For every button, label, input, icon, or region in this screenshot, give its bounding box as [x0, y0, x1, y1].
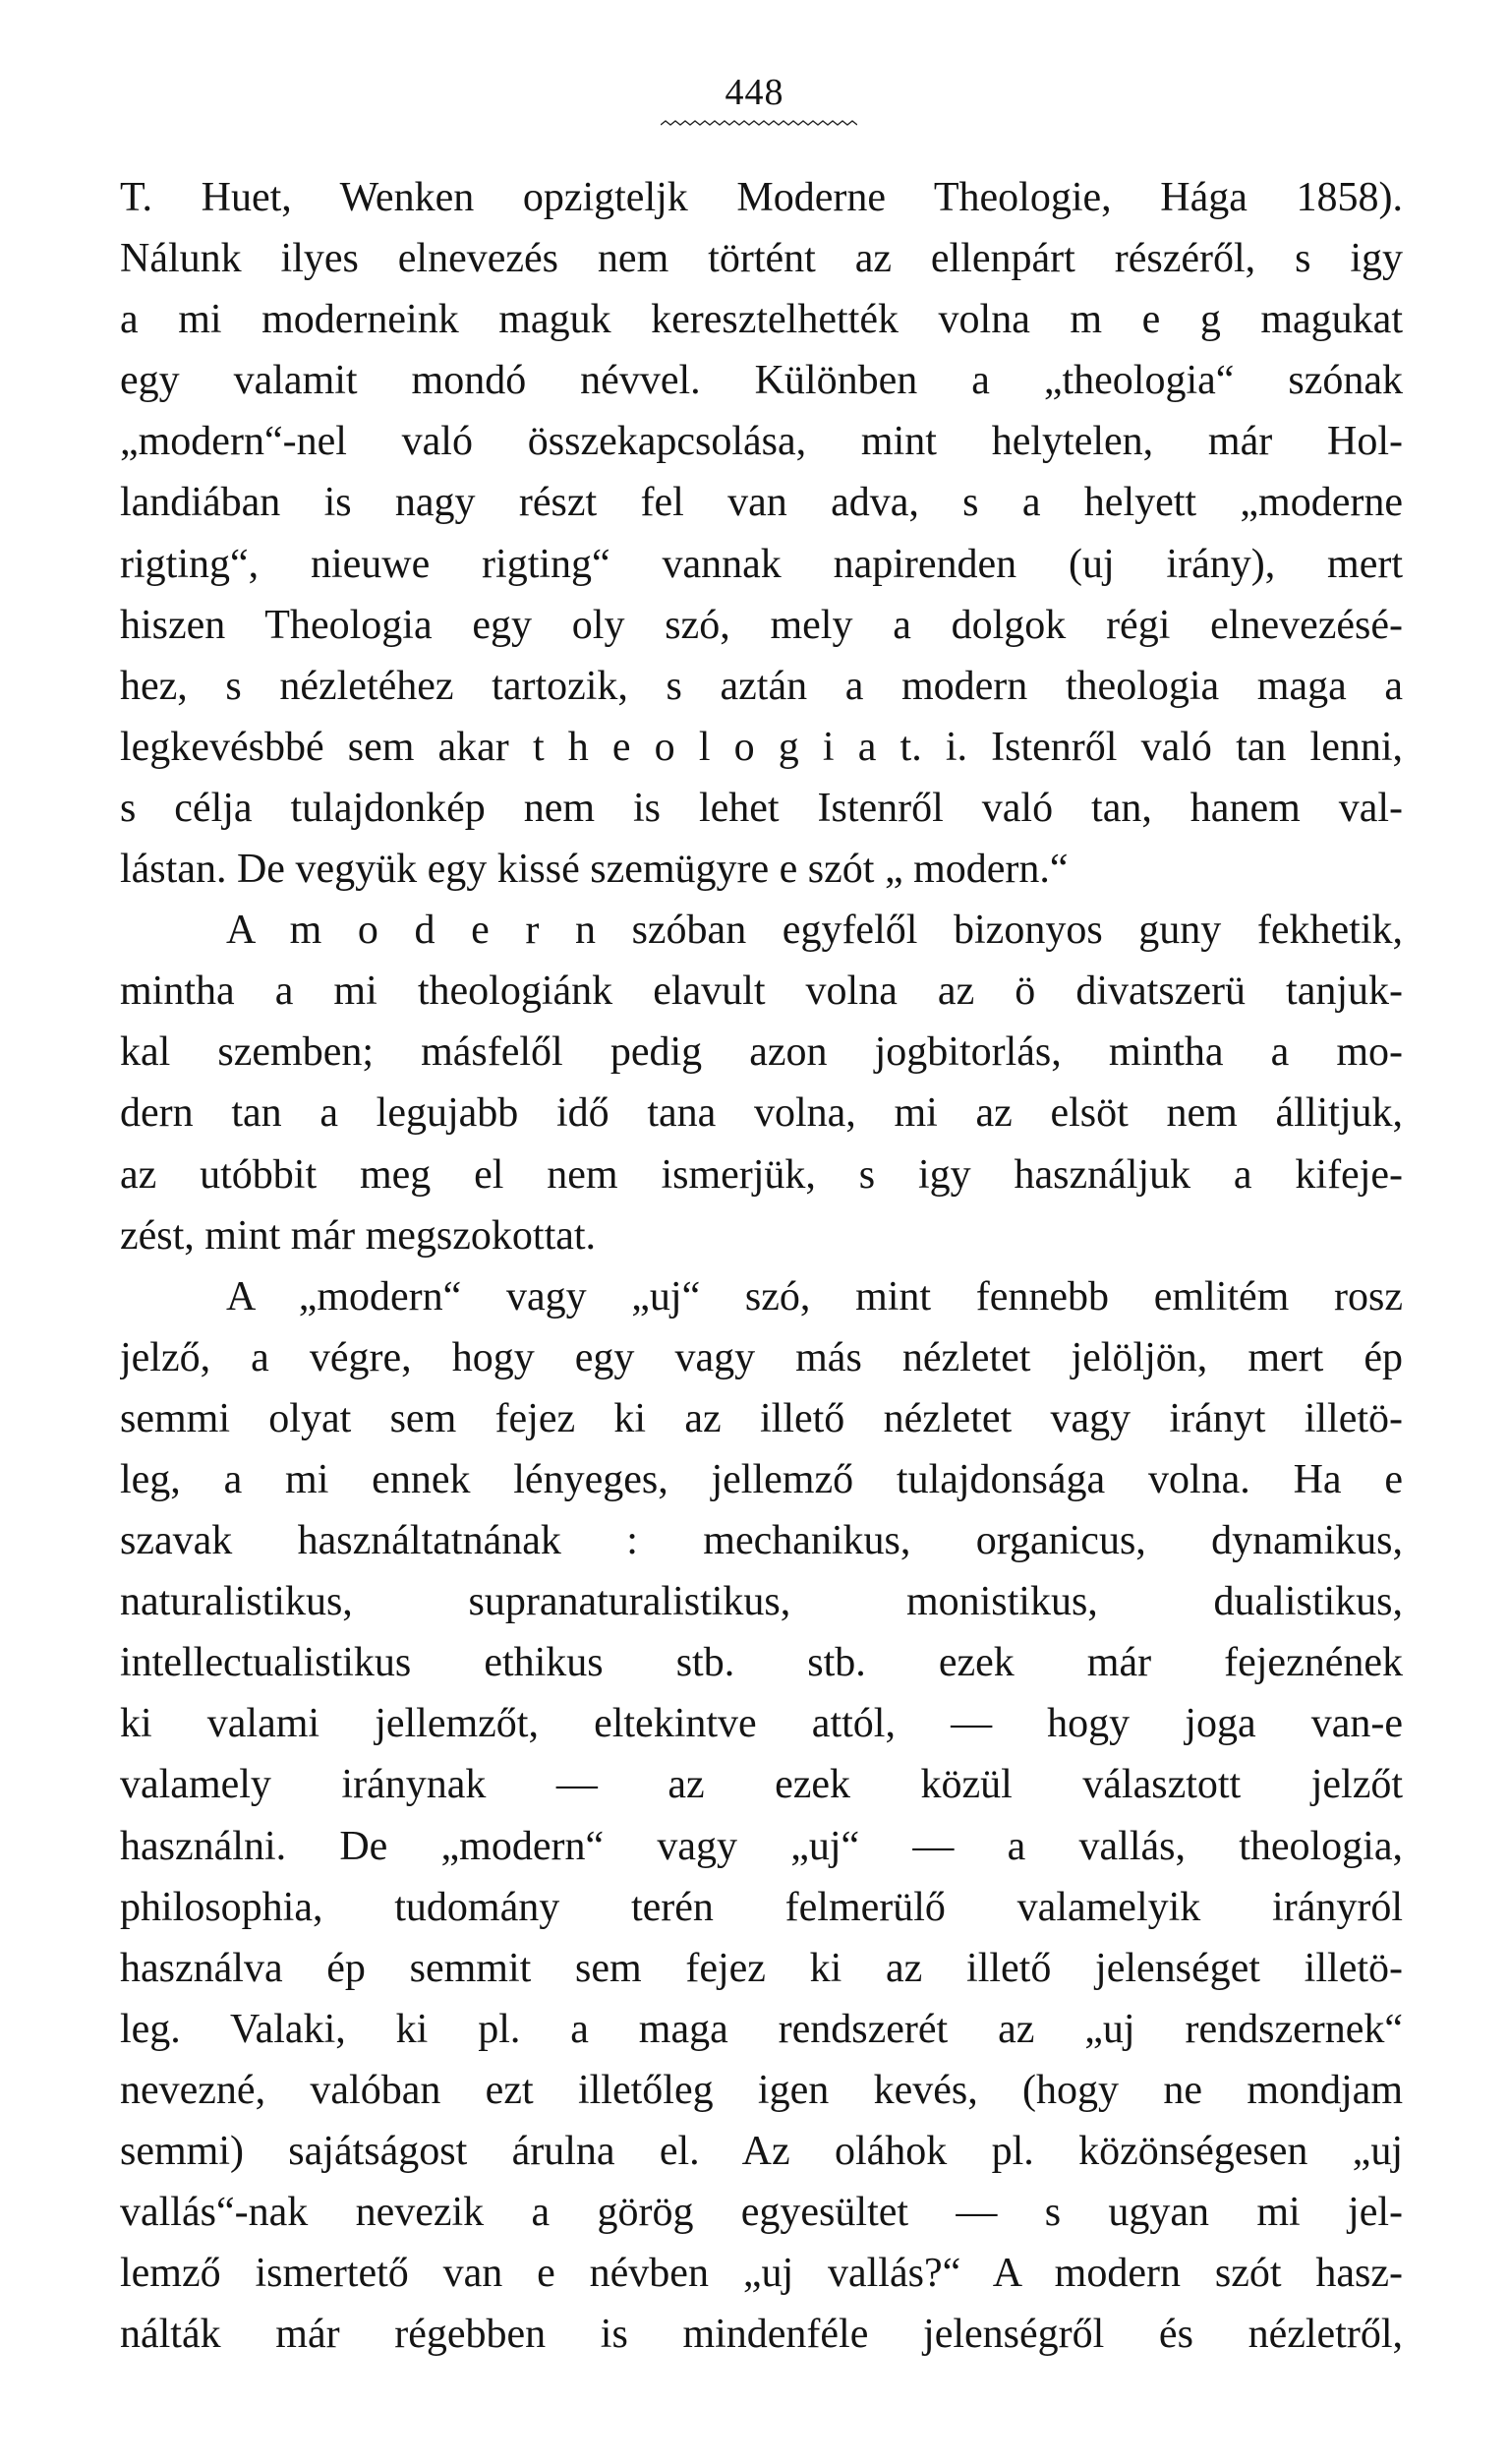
text-line: használva ép semmit sem fejez ki az illető jelenséget illetö- — [120, 1945, 1403, 1991]
text-line: lástan. De vegyük egy kissé szemügyre e szót „ modern.“ — [120, 847, 1069, 893]
text-line: A m o d e r n szóban egyfelől bizonyos guny fekhetik, — [226, 908, 1403, 954]
text-line: vallás“-nak nevezik a görög egyesültet — s ugyan mi jel- — [120, 2190, 1403, 2236]
text-line: dern tan a legujabb idő tana volna, mi az elsöt nem állitjuk, — [120, 1090, 1403, 1137]
text-line: hez, s nézletéhez tartozik, s aztán a modern theologia maga a — [120, 663, 1403, 709]
text-line: naturalistikus, supranaturalistikus, monistikus, dualistikus, — [120, 1579, 1403, 1625]
text-line: lemző ismertető van e névben „uj vallás?“ A modern szót hasz- — [120, 2251, 1403, 2297]
text-line: s célja tulajdonkép nem is lehet Istenről való tan, hanem val- — [120, 785, 1403, 831]
page-number-ornament — [661, 120, 857, 130]
text-line: A „modern“ vagy „uj“ szó, mint fennebb emlitém rosz — [226, 1273, 1403, 1320]
text-line: landiában is nagy részt fel van adva, s a helyett „moderne — [120, 480, 1403, 526]
text-line: kal szemben; másfelől pedig azon jogbitorlás, mintha a mo- — [120, 1029, 1403, 1076]
text-line: szavak használtatnának : mechanikus, organicus, dynamikus, — [120, 1518, 1403, 1564]
text-line: hiszen Theologia egy oly szó, mely a dolgok régi elnevezésé- — [120, 602, 1403, 648]
text-line: egy valamit mondó névvel. Különben a „theologia“ szónak — [120, 358, 1403, 404]
text-line: semmi) sajátságost árulna el. Az oláhok pl. közönségesen „uj — [120, 2129, 1403, 2174]
text-line: az utóbbit meg el nem ismerjük, s igy használjuk a kifeje- — [120, 1151, 1403, 1198]
text-line: „modern“-nel való összekapcsolása, mint helytelen, már Hol- — [120, 419, 1403, 465]
text-line: nálták már régebben is mindenféle jelenségről és nézletről, — [120, 2312, 1403, 2358]
text-line: Nálunk ilyes elnevezés nem történt az ellenpárt részéről, s igy — [120, 236, 1403, 282]
text-line: T. Huet, Wenken opzigteljk Moderne Theologie, Hága 1858). — [120, 175, 1403, 220]
page-number: 448 — [725, 72, 784, 113]
text-line: használni. De „modern“ vagy „uj“ — a vallás, theologia, — [120, 1823, 1403, 1869]
text-line: valamely iránynak — az ezek közül választott jelzőt — [120, 1762, 1403, 1808]
text-line: leg. Valaki, ki pl. a maga rendszerét az „uj rendszernek“ — [120, 2006, 1403, 2052]
text-line: jelző, a végre, hogy egy vagy más nézletet jelöljön, mert ép — [120, 1334, 1403, 1380]
text-line: intellectualistikus ethikus stb. stb. ezek már fejeznének — [120, 1640, 1403, 1686]
text-line: rigting“, nieuwe rigting“ vannak napirenden (uj irány), mert — [120, 541, 1403, 587]
text-line: philosophia, tudomány terén felmerülő valamelyik irányról — [120, 1884, 1403, 1930]
text-line: nevezné, valóban ezt illetőleg igen kevés, (hogy ne mondjam — [120, 2067, 1403, 2113]
text-line: zést, mint már megszokottat. — [120, 1212, 597, 1259]
text-line: leg, a mi ennek lényeges, jellemző tulajdonsága volna. Ha e — [120, 1456, 1403, 1502]
text-line: a mi moderneink maguk keresztelhették volna m e g magukat — [120, 297, 1403, 343]
text-line: legkevésbbé sem akar t h e o l o g i a t. i. Istenről való tan lenni, — [120, 724, 1403, 770]
text-line: ki valami jellemzőt, eltekintve attól, — hogy joga van-e — [120, 1701, 1403, 1747]
text-line: semmi olyat sem fejez ki az illető nézletet vagy irányt illetö- — [120, 1395, 1403, 1441]
body-text — [120, 167, 1403, 2365]
text-line: mintha a mi theologiánk elavult volna az ö divatszerü tanjuk- — [120, 968, 1403, 1015]
